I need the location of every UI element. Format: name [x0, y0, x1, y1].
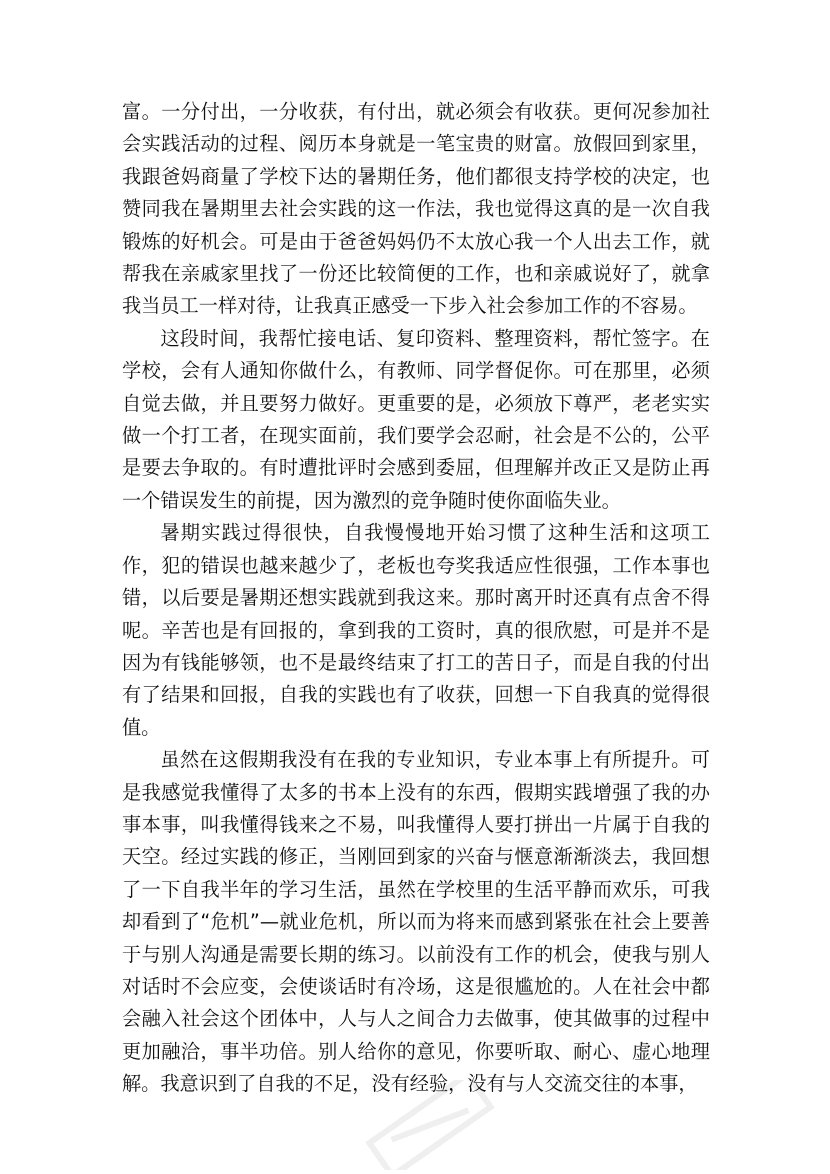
paragraph-2: 这段时间，我帮忙接电话、复印资料、整理资料，帮忙签字。在学校，会有人通知你做什么，有教师、同学督促你。可在那里，必须自觉去做，并且要努力做好。更重要的是，必须放下尊严，老老实实做一个打工者，在现实面前，我们要学会忍耐，社会是不公的，公平是要去争取的。有时遭批评时会感到委屈，但理解并改正又是防止再一个错误发生的前提，因为激烈的竞争随时使你面临失业。	[122, 326, 710, 512]
document-body	[122, 96, 710, 1101]
paragraph-1: 富。一分付出，一分收获，有付出，就必须会有收获。更何况参加社会实践活动的过程、阅历本身就是一笔宝贵的财富。放假回到家里，我跟爸妈商量了学校下达的暑期任务，他们都很支持学校的决定，也赞同我在暑期里去社会实践的这一作法，我也觉得这真的是一次自我锻炼的好机会。可是由于爸爸妈妈仍不太放心我一个人出去工作，就帮我在亲戚家里找了一份还比较简便的工作，也和亲戚说好了，就拿我当员工一样对待，让我真正感受一下步入社会参加工作的不容易。	[122, 100, 710, 318]
paragraph-4: 虽然在这假期我没有在我的专业知识，专业本事上有所提升。可是我感觉我懂得了太多的书本上没有的东西，假期实践增强了我的办事本事，叫我懂得钱来之不易，叫我懂得人要打拼出一片属于自我的天空。经过实践的修正，当刚回到家的兴奋与惬意渐渐淡去，我回想了一下自我半年的学习生活，虽然在学校里的生活平静而欢乐，可我却看到了“危机”—就业危机，所以而为将来而感到紧张在社会上要善于与别人沟通是需要长期的练习。以前没有工作的机会，使我与别人对话时不会应变，会使谈话时有冷场，这是很尴尬的。人在社会中都会融入社会这个团体中，人与人之间合力去做事，使其做事的过程中更加融洽，事半功倍。别人给你的意见，你要听取、耐心、虚心地理解。我意识到了自我的不足，没有经验，没有与人交流交往的本事，	[122, 748, 710, 1096]
paragraph-3: 暑期实践过得很快，自我慢慢地开始习惯了这种生活和这项工作，犯的错误也越来越少了，老板也夸奖我适应性很强，工作本事也错，以后要是暑期还想实践就到我这来。那时离开时还真有点舍不得呢。辛苦也是有回报的，拿到我的工资时，真的很欣慰，可是并不是因为有钱能够领，也不是最终结束了打工的苦日子，而是自我的付出有了结果和回报，自我的实践也有了收获，回想一下自我真的觉得很值。	[122, 521, 710, 739]
